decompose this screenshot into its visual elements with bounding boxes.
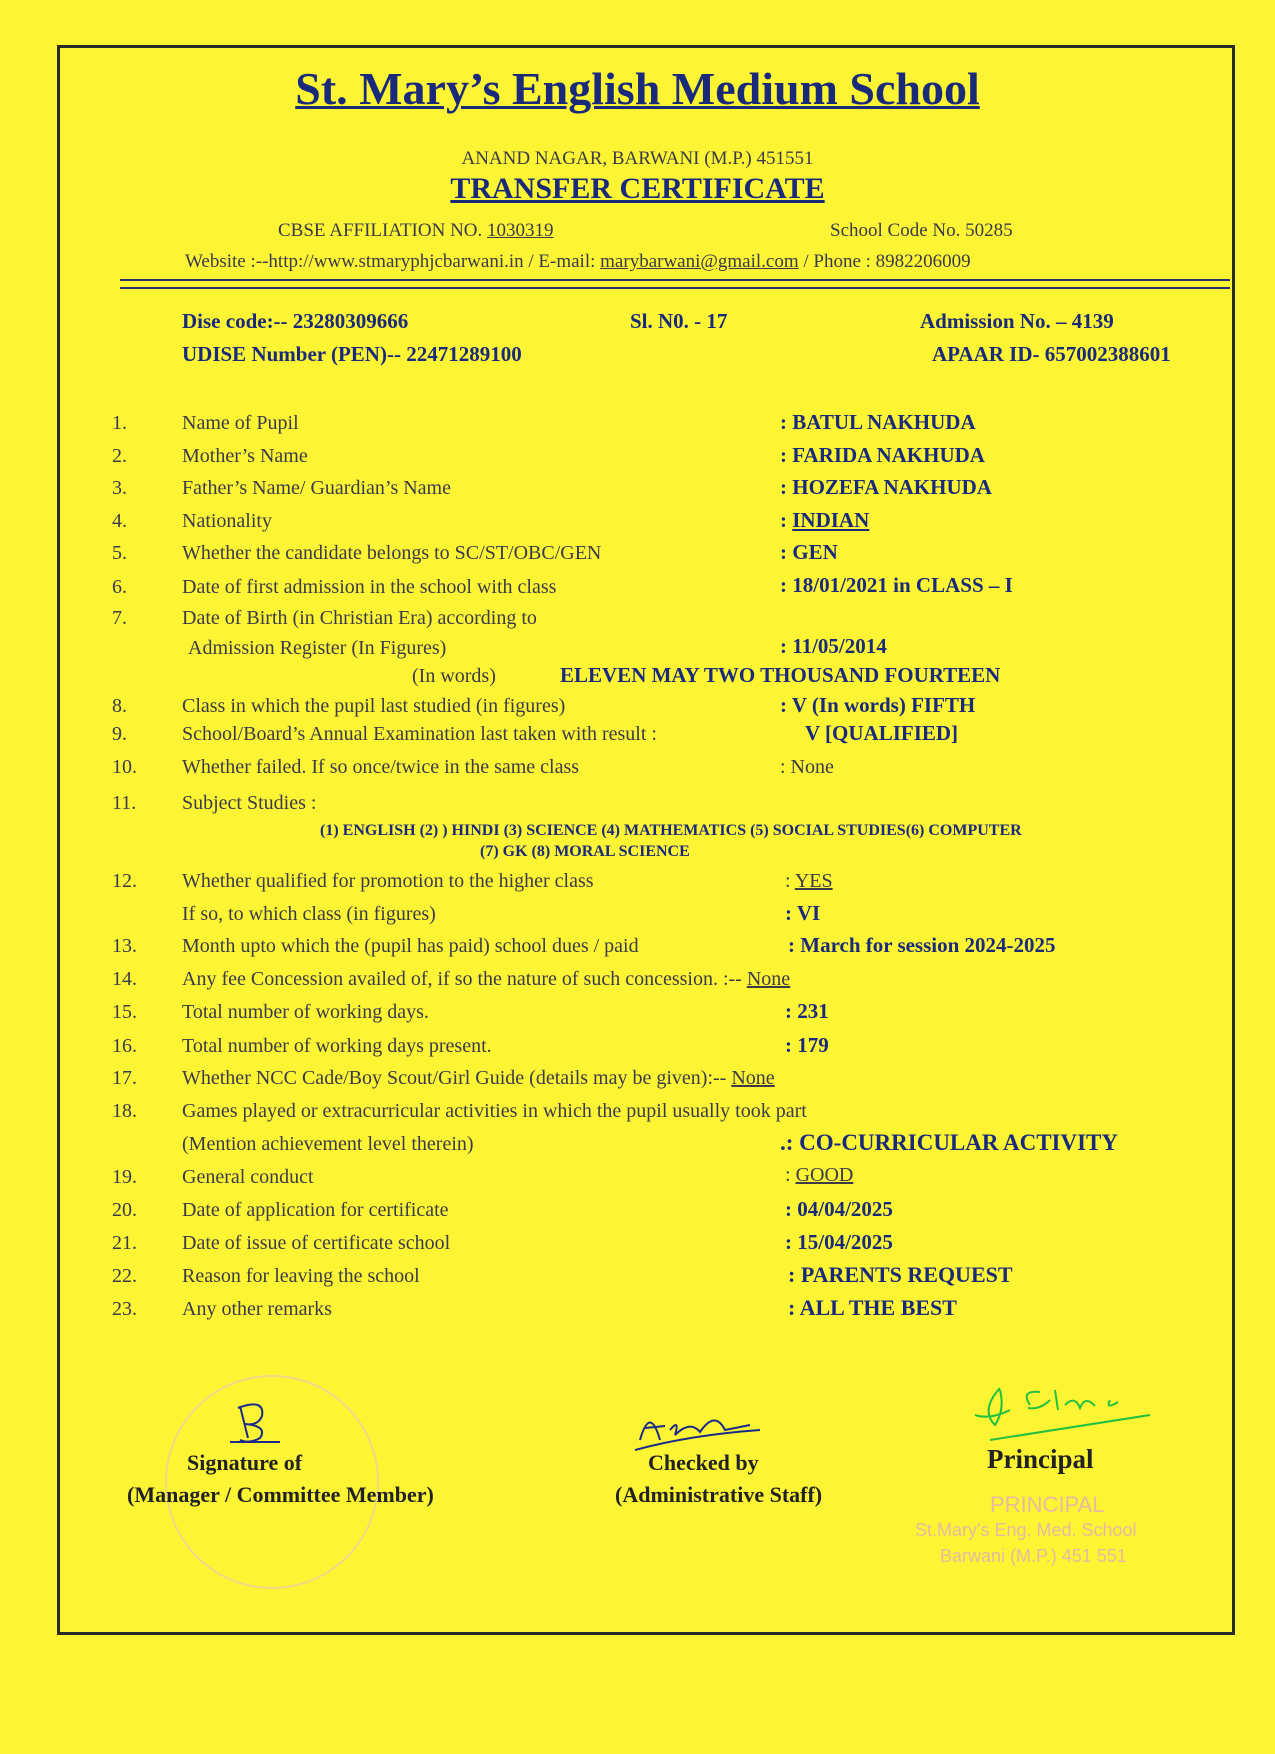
row-label: Whether failed. If so once/twice in the same class xyxy=(182,756,580,778)
row-number: 9. xyxy=(112,723,127,745)
subjects-line: (1) ENGLISH (2) ) HINDI (3) SCIENCE (4) MATHEMATICS (5) SOCIAL STUDIES(6) COMPUTER xyxy=(320,822,1022,839)
checked-by-label: Checked by xyxy=(648,1450,759,1475)
row-number: 5. xyxy=(112,542,127,564)
row-label: Subject Studies : xyxy=(182,792,317,814)
row-number: 3. xyxy=(112,477,127,499)
row-number: 15. xyxy=(112,1001,137,1023)
row-number: 19. xyxy=(112,1166,137,1188)
school-code: School Code No. 50285 xyxy=(830,220,1013,241)
serial-number: Sl. N0. - 17 xyxy=(630,309,728,333)
row-label: (In words) xyxy=(412,665,496,687)
row-value: V [QUALIFIED] xyxy=(805,721,959,745)
manager-signature-label: Signature of xyxy=(187,1450,303,1475)
row-value: : March for session 2024-2025 xyxy=(788,933,1056,957)
admission-number: Admission No. – 4139 xyxy=(920,309,1114,333)
row-number: 12. xyxy=(112,870,137,892)
row-number: 23. xyxy=(112,1298,137,1320)
udise-number: UDISE Number (PEN)-- 22471289100 xyxy=(182,342,522,366)
row-label: Games played or extracurricular activities in which the pupil usually took part xyxy=(182,1100,807,1122)
row-value: : INDIAN xyxy=(780,508,870,532)
row-number: 2. xyxy=(112,445,127,467)
row-label: Mother’s Name xyxy=(182,445,308,467)
row-number: 1. xyxy=(112,412,127,434)
row-label: (Mention achievement level therein) xyxy=(182,1133,474,1155)
apaar-id: APAAR ID- 657002388601 xyxy=(932,342,1171,366)
row-label: Total number of working days present. xyxy=(182,1035,492,1057)
row-value: : HOZEFA NAKHUDA xyxy=(780,475,992,499)
row-number: 21. xyxy=(112,1232,137,1254)
row-number: 14. xyxy=(112,968,137,990)
row-value: : PARENTS REQUEST xyxy=(788,1262,1013,1287)
row-number: 10. xyxy=(112,756,137,778)
row-label: Whether the candidate belongs to SC/ST/OBC/GEN xyxy=(182,542,602,564)
row-number: 22. xyxy=(112,1265,137,1287)
row-value: : YES xyxy=(785,870,833,892)
row-label: Total number of working days. xyxy=(182,1001,429,1023)
row-label: Name of Pupil xyxy=(182,412,299,434)
row-number: 8. xyxy=(112,695,127,717)
row-label: Reason for leaving the school xyxy=(182,1265,420,1287)
row-value: : None xyxy=(780,756,834,778)
row-value: : ALL THE BEST xyxy=(788,1295,957,1320)
row-label: Date of first admission in the school with class xyxy=(182,576,557,598)
row-value: : 179 xyxy=(785,1033,829,1057)
row-label: Whether qualified for promotion to the higher class xyxy=(182,870,594,892)
principal-signature xyxy=(970,1380,1170,1450)
dise-code: Dise code:-- 23280309666 xyxy=(182,309,409,333)
row-label: Date of application for certificate xyxy=(182,1199,449,1221)
row-value: : GOOD xyxy=(785,1164,854,1186)
row-value: : V (In words) FIFTH xyxy=(780,693,976,717)
row-value: : 15/04/2025 xyxy=(785,1230,893,1254)
row-value: : BATUL NAKHUDA xyxy=(780,410,976,434)
row-label: Any other remarks xyxy=(182,1298,332,1320)
row-label: Father’s Name/ Guardian’s Name xyxy=(182,477,451,499)
cbse-affiliation: CBSE AFFILIATION NO. 1030319 xyxy=(278,220,554,241)
row-number: 11. xyxy=(112,792,137,814)
row-value: : 231 xyxy=(785,999,829,1023)
row-label: Nationality xyxy=(182,510,272,532)
staff-role-label: (Administrative Staff) xyxy=(615,1482,823,1507)
document-title: TRANSFER CERTIFICATE xyxy=(450,172,825,205)
row-label: Whether NCC Cade/Boy Scout/Girl Guide (details may be given):-- None xyxy=(182,1067,775,1089)
row-value: : VI xyxy=(785,901,821,925)
row-value: : 11/05/2014 xyxy=(780,634,887,658)
contact-line: Website :--http://www.stmaryphjcbarwani.in / E-mail: marybarwani@gmail.com / Phone : 8982206009 xyxy=(185,251,971,272)
row-number: 4. xyxy=(112,510,127,532)
manager-signature xyxy=(220,1398,290,1448)
row-label: Month upto which the (pupil has paid) school dues / paid xyxy=(182,935,639,957)
row-value: : GEN xyxy=(780,540,838,564)
row-value: : 04/04/2025 xyxy=(785,1197,893,1221)
row-number: 16. xyxy=(112,1035,137,1057)
row-number: 6. xyxy=(112,576,127,598)
row-number: 18. xyxy=(112,1100,137,1122)
divider xyxy=(120,287,1230,289)
row-label: General conduct xyxy=(182,1166,314,1188)
row-label: Any fee Concession availed of, if so the nature of such concession. :-- None xyxy=(182,968,791,990)
row-label: Class in which the pupil last studied (in figures) xyxy=(182,695,566,717)
principal-stamp: PRINCIPAL xyxy=(990,1492,1105,1517)
row-value: : FARIDA NAKHUDA xyxy=(780,443,985,467)
row-number: 13. xyxy=(112,935,137,957)
row-value: .: CO-CURRICULAR ACTIVITY xyxy=(780,1130,1118,1155)
row-label: If so, to which class (in figures) xyxy=(182,903,436,925)
subjects-line: (7) GK (8) MORAL SCIENCE xyxy=(480,843,690,860)
row-number: 17. xyxy=(112,1067,137,1089)
divider xyxy=(120,279,1230,281)
row-label: Admission Register (In Figures) xyxy=(188,637,447,659)
principal-stamp: St.Mary's Eng. Med. School xyxy=(915,1520,1137,1540)
email-link[interactable]: marybarwani@gmail.com xyxy=(600,251,799,272)
school-address: ANAND NAGAR, BARWANI (M.P.) 451551 xyxy=(461,148,814,169)
principal-stamp: Barwani (M.P.) 451 551 xyxy=(940,1546,1127,1566)
row-label: Date of issue of certificate school xyxy=(182,1232,451,1254)
row-label: Date of Birth (in Christian Era) according to xyxy=(182,607,537,629)
row-number: 7. xyxy=(112,607,127,629)
school-name: St. Mary’s English Medium School xyxy=(295,63,980,114)
principal-label: Principal xyxy=(987,1444,1094,1474)
row-value: : 18/01/2021 in CLASS – I xyxy=(780,573,1013,597)
row-label: School/Board’s Annual Examination last taken with result : xyxy=(182,723,657,745)
row-number: 20. xyxy=(112,1199,137,1221)
manager-role-label: (Manager / Committee Member) xyxy=(127,1482,434,1507)
row-value: ELEVEN MAY TWO THOUSAND FOURTEEN xyxy=(560,663,1001,687)
